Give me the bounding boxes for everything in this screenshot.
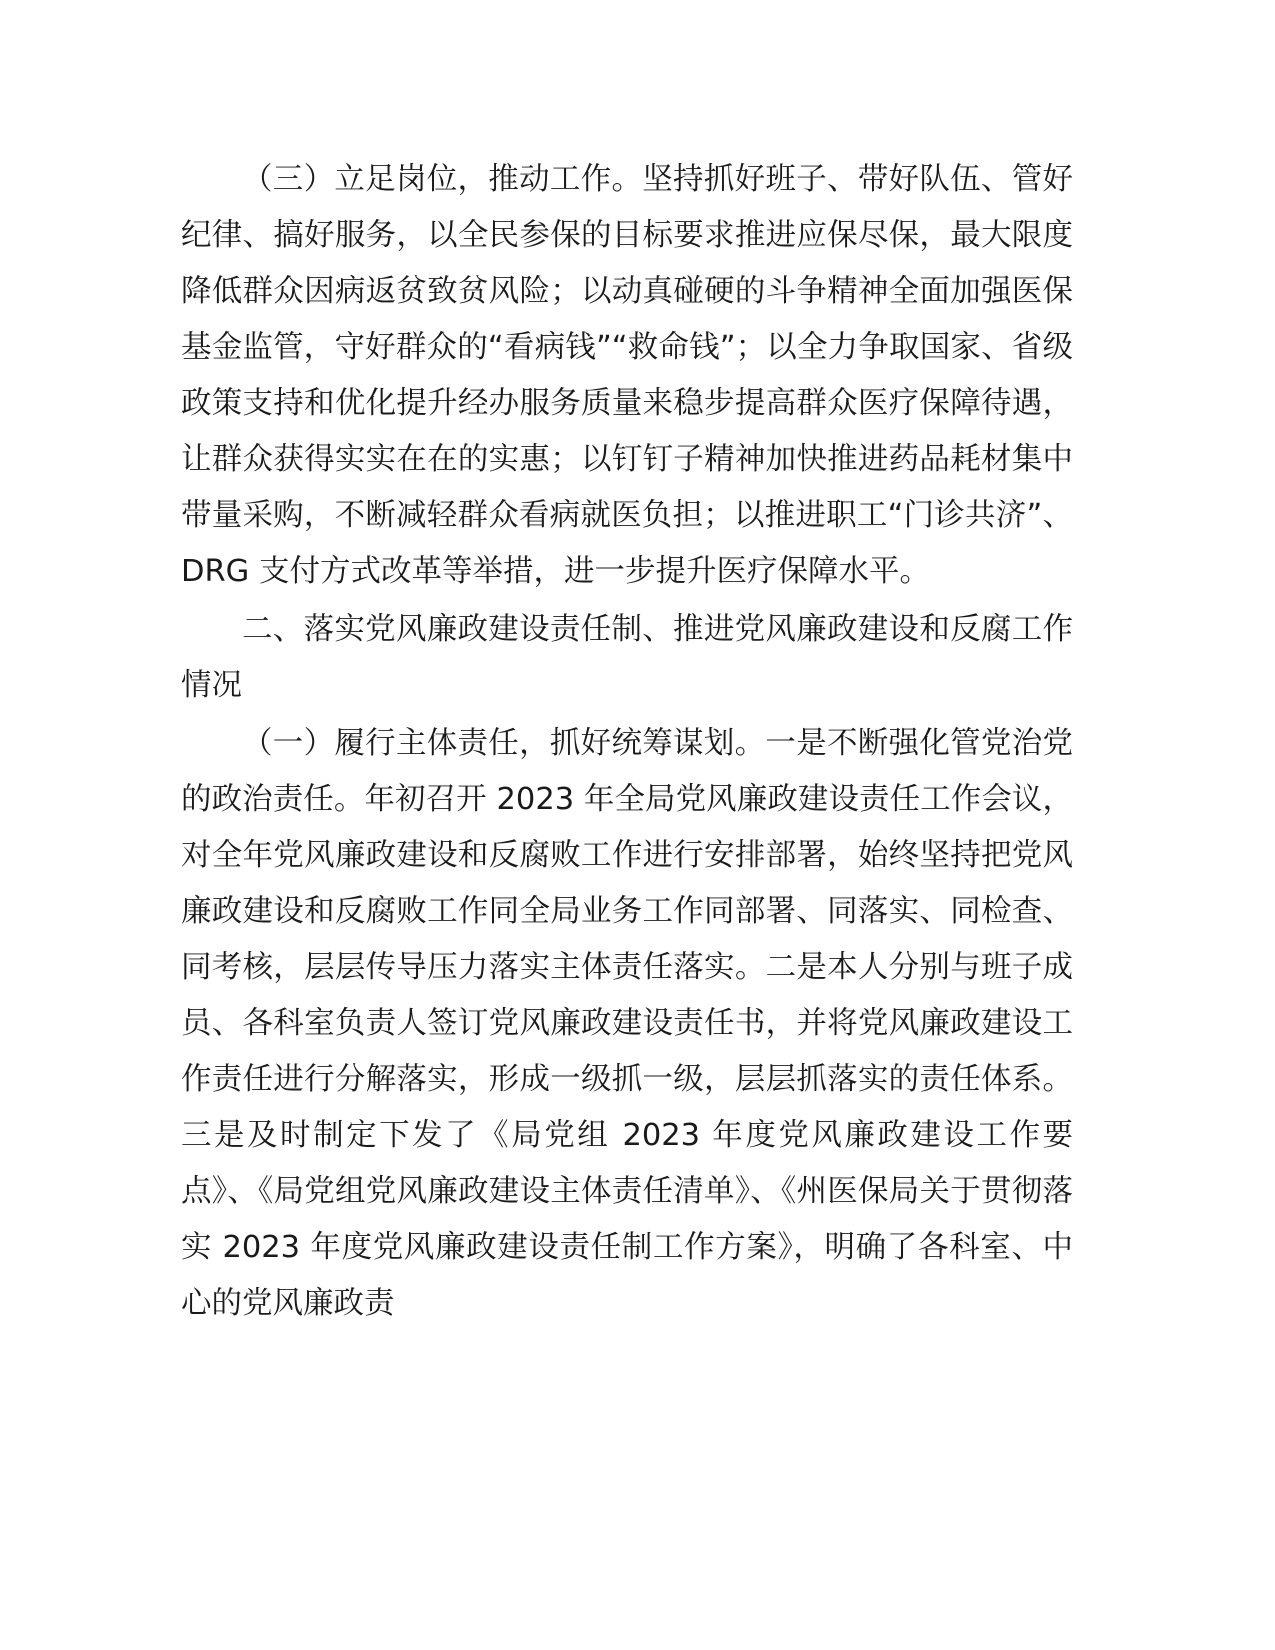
paragraph-subsection-one: （一）履行主体责任，抓好统筹谋划。一是不断强化管党治党的政治责任。年初召开 2023 年全局党风廉政建设责任工作会议，对全年党风廉政建设和反腐败工作进行安排部署，始终坚持把党风廉政建设和反腐败工作同全局业务工作同部署、同落实、同检查、同考核，层层传导压力落实主体责任落实。二是本人分别与班子成员、各科室负责人签订党风廉政建设责任书，并将党风廉政建设工作责任进行分解落实，形成一级抓一级，层层抓落实的责任体系。三是及时制定下发了《局党组 2023 年度党风廉政建设工作要点》、《局党组党风廉政建设主体责任清单》、《州医保局关于贯彻落实 2023 年度党风廉政建设责任制工作方案》，明确了各科室、中心的党风廉政责 bbox=[181, 726, 1073, 1321]
paragraph-section-three: （三）立足岗位，推动工作。坚持抓好班子、带好队伍、管好纪律、搞好服务，以全民参保的目标要求推进应保尽保，最大限度降低群众因病返贫致贫风险；以动真碰硬的斗争精神全面加强医保基金监管，守好群众的“看病钱”“救命钱”；以全力争取国家、省级政策支持和优化提升经办服务质量来稳步提高群众医疗保障待遇，让群众获得实实在在的实惠；以钉钉子精神加快推进药品耗材集中带量采购，不断减轻群众看病就医负担；以推进职工“门诊共济”、DRG 支付方式改革等举措，进一步提升医疗保障水平。 bbox=[181, 162, 1073, 589]
document-body bbox=[181, 152, 1073, 1332]
heading-section-two: 二、落实党风廉政建设责任制、推进党风廉政建设和反腐工作情况 bbox=[181, 612, 1073, 703]
